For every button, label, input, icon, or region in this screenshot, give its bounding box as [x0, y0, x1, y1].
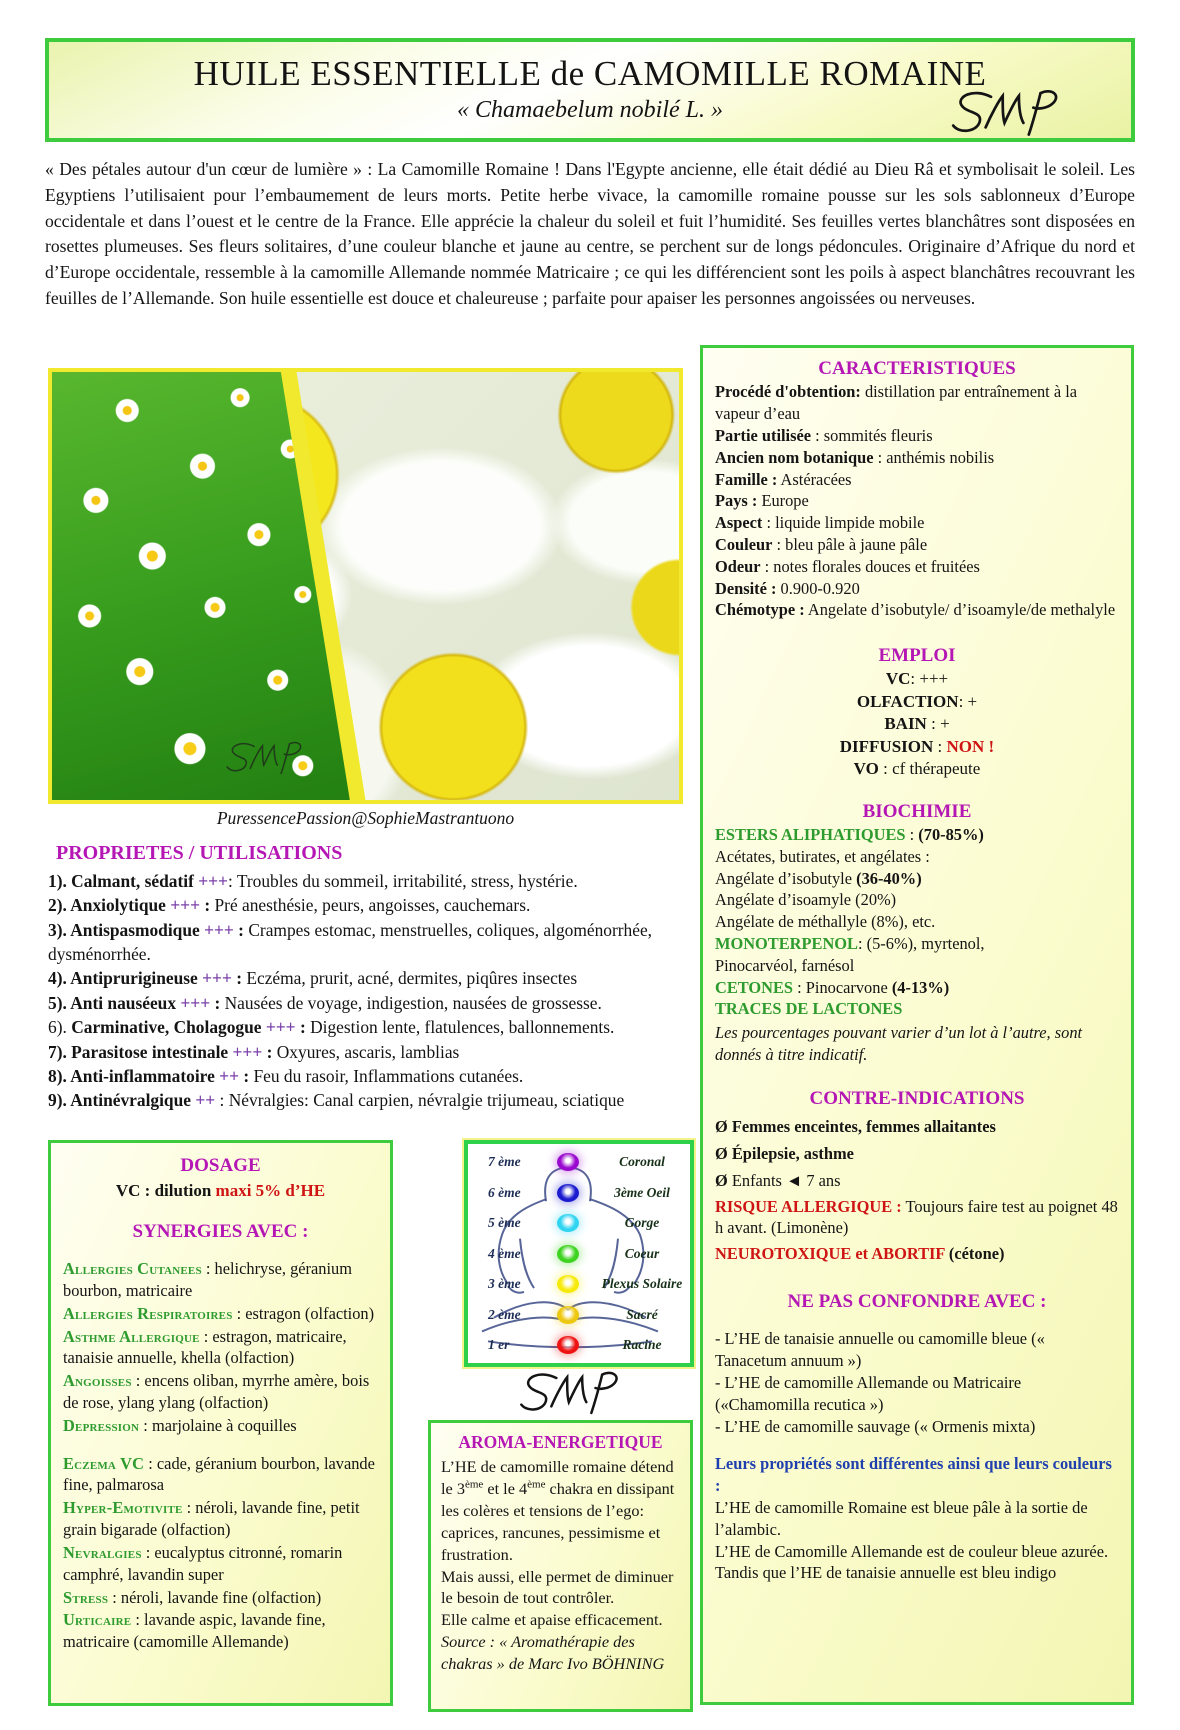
text-segment: ++: [195, 1090, 216, 1111]
properties-list: [48, 869, 698, 1113]
synergy-value: : lavande aspic, lavande fine, matricaire (camomille Allemande): [63, 1610, 326, 1652]
text-segment: 7). Parasitose intestinale: [48, 1041, 233, 1062]
neurotoxique-note: [715, 1243, 1119, 1265]
text-segment: +++: [204, 919, 234, 940]
text-segment: Densité :: [715, 578, 777, 598]
biochimie-line: [715, 846, 1119, 868]
synergies-list: [63, 1258, 378, 1653]
text-segment: NEUROTOXIQUE et ABORTIF: [715, 1244, 945, 1264]
chakra-row: [472, 1153, 686, 1171]
chakra-number: 4 ème: [488, 1245, 521, 1261]
text-segment: NON !: [946, 736, 995, 756]
couleur-line: [715, 1497, 1119, 1541]
emploi-line: [715, 713, 1119, 735]
dosage-box: [48, 1140, 393, 1706]
text-segment: Angélate d’isobutyle: [715, 868, 857, 888]
text-segment: Angélate d’isoamyle (20%): [715, 890, 897, 910]
synergy-item: [63, 1609, 378, 1653]
text-segment: +++: [170, 895, 200, 916]
smp-signature-icon: [945, 86, 1073, 140]
chakra-number: 3 ème: [488, 1276, 521, 1291]
emploi-line: [715, 691, 1119, 713]
text-segment: distillation par entraînement à la vapeur d’eau: [715, 382, 1078, 424]
text-segment: 3). Antispasmodique: [48, 919, 205, 940]
chakra-label: Coeur: [624, 1245, 660, 1261]
text-segment: RISQUE ALLERGIQUE :: [715, 1196, 902, 1216]
intro-paragraph: « Des pétales autour d'un cœur de lumière » : La Camomille Romaine ! Dans l'Egypte ancienne, elle était dédié au Dieu Râ et symbolisait le soleil. Les Egyptiens l’utilisaient pour l’embaumement de leurs morts. Petite herbe vivace, la camomille romaine pousse sur les sols sablonneux d’Europe occidentale et dans l’ouest et le centre de la France. Elle apprécie la chaleur du soleil et fuit l’humidité. Ses feuilles vertes blanchâtres sont disposées en rosettes plumeuses. Ses fleurs solitaires, d’une couleur blanche et jaune au centre, se perchent sur de longs pédoncules. Originaire d’Afrique du nord et d’Europe occidentale, ressemble à la camomille Allemande nommée Matricaire ; ce qui les différencient sont les poils à aspect blanchâtres recouvrant les feuilles de l’Allemande. Son huile essentielle est douce et chaleureuse ; parfaite pour apaiser les personnes angoissées ou nerveuses.: [45, 159, 1135, 308]
caracteristique-line: [715, 599, 1119, 621]
text-segment: 1). Calmant, sédatif: [48, 871, 199, 891]
synergy-value: : estragon (olfaction): [232, 1303, 375, 1323]
text-segment: : Troubles du sommeil, irritabilité, stress, hystérie.: [227, 871, 578, 891]
biochimie-line: [715, 911, 1119, 933]
dosage-vc-line: [63, 1180, 378, 1203]
chakra-dot-icon: [557, 1275, 579, 1293]
text-segment: :: [262, 1041, 277, 1062]
chakra-rows: [468, 1144, 690, 1363]
text-segment: Chémotype :: [715, 600, 805, 620]
text-segment: VO: [853, 759, 879, 779]
text-segment: - L’HE de tanaisie annuelle ou camomille bleue (« Tanacetum annuum »): [715, 1329, 1045, 1371]
text-segment: Ø: [715, 1143, 732, 1163]
caracteristique-line: [715, 425, 1119, 447]
text-segment: Acétates, butirates, et angélates :: [715, 846, 930, 866]
biochimie-line: [715, 933, 1119, 955]
chakra-dot-icon: [557, 1153, 579, 1171]
couleur-line: [715, 1562, 1119, 1584]
text-segment: Nausées de voyage, indigestion, nausées de grossesse.: [224, 992, 602, 1013]
contre-indication-item: [715, 1170, 1119, 1192]
ne-pas-confondre-heading: NE PAS CONFONDRE AVEC :: [787, 1291, 1047, 1312]
chakra-row: [472, 1336, 686, 1354]
text-segment: Odeur: [715, 556, 761, 576]
text-segment: Enfants ◄ 7 ans: [731, 1170, 841, 1190]
synergy-label: Eczema VC: [63, 1453, 145, 1473]
synergy-label: Urticaire: [63, 1610, 132, 1630]
chakra-number: 2 ème: [488, 1306, 521, 1322]
text-segment: OLFACTION: [856, 691, 959, 711]
text-segment: : anthémis nobilis: [873, 447, 995, 467]
chakra-row: [472, 1245, 686, 1263]
aroma-paragraph: [441, 1456, 680, 1565]
caracteristique-line: [715, 381, 1119, 425]
emploi-list: [715, 668, 1119, 780]
emploi-section: [715, 643, 1119, 780]
chakra-label: Coronal: [619, 1154, 665, 1169]
right-column-box: [700, 345, 1134, 1705]
text-segment: L’HE de Camomille Allemande est de couleur bleue azurée.: [715, 1541, 1109, 1561]
caracteristique-line: [715, 447, 1119, 469]
contre-indications-heading: CONTRE-INDICATIONS: [809, 1087, 1025, 1109]
smp-signature-icon: [498, 1368, 648, 1418]
property-item: [48, 1064, 698, 1088]
text-segment: Crampes estomac, menstruelles, coliques, algoménorrhée, dysménorrhée.: [48, 919, 653, 965]
properties-heading: PROPRIETES / UTILISATIONS: [56, 842, 343, 864]
text-segment: : cf thérapeute: [878, 759, 981, 779]
text-segment: Astéracées: [777, 469, 852, 489]
confondre-item: [715, 1372, 1119, 1416]
text-segment: Eczéma, prurit, acné, dermites, piqûres insectes: [246, 968, 578, 989]
emploi-line: [715, 668, 1119, 690]
synergy-value: : néroli, lavande fine, petit grain bigarade (olfaction): [63, 1498, 360, 1540]
text-segment: Digestion lente, flatulences, ballonnements.: [310, 1017, 615, 1038]
caracteristique-line: [715, 469, 1119, 491]
text-segment: 5). Anti nauséeux: [48, 992, 181, 1013]
synergy-value: : encens oliban, myrrhe amère, bois de rose, ylang ylang (olfaction): [63, 1371, 370, 1413]
text-segment: Carminative, Cholagogue: [71, 1017, 266, 1038]
text-segment: Pré anesthésie, peurs, angoisses, cauchemars.: [214, 895, 531, 916]
text-segment: Pays :: [715, 491, 758, 511]
text-segment: +++: [265, 1017, 296, 1038]
aroma-source: Source : « Aromathérapie des chakras » de Marc Ivo BÖHNING: [441, 1632, 665, 1673]
dosage-vc-max: maxi 5% d’HE: [215, 1181, 326, 1201]
biochimie-section: [715, 799, 1119, 1066]
text-segment: (cétone): [944, 1244, 1005, 1264]
text-segment: DIFFUSION: [839, 736, 934, 756]
synergy-item: [63, 1587, 378, 1609]
text-segment: Angélate de méthallyle (8%), etc.: [715, 912, 936, 932]
aroma-superscript: ème: [527, 1478, 546, 1491]
text-segment: Tandis que l’HE de tanaisie annuelle est bleu indigo: [715, 1563, 1057, 1583]
property-item: [48, 869, 698, 893]
chakra-row: [472, 1275, 686, 1293]
caracteristique-line: [715, 534, 1119, 556]
biochimie-line: [715, 889, 1119, 911]
neuro-line: [715, 1243, 1119, 1265]
text-segment: Femmes enceintes, femmes allaitantes: [731, 1117, 996, 1137]
text-segment: 2). Anxiolytique: [48, 895, 171, 916]
biochimie-heading: BIOCHIMIE: [862, 800, 972, 822]
text-segment: ESTERS ALIPHATIQUES: [715, 824, 906, 844]
biochimie-line: [715, 998, 1119, 1020]
text-segment: : Pinocarvone: [793, 977, 892, 997]
synergy-label: Allergies Respiratoires: [63, 1303, 233, 1323]
text-segment: +++: [180, 992, 211, 1013]
text-segment: (36-40%): [856, 868, 922, 888]
chakra-dot-icon: [557, 1336, 579, 1354]
property-item: [48, 1015, 698, 1039]
dosage-heading: DOSAGE: [180, 1155, 261, 1176]
chakra-label: 3ème Oeil: [614, 1184, 670, 1200]
text-segment: VC: [885, 669, 911, 689]
synergy-label: Stress: [63, 1587, 109, 1607]
synergy-item: [63, 1370, 378, 1414]
aroma-energetique-box: [428, 1420, 693, 1712]
synergy-item: [63, 1303, 378, 1325]
contre-indications-section: [715, 1086, 1119, 1265]
couleur-line: [715, 1541, 1119, 1563]
caracteristique-line: [715, 556, 1119, 578]
text-segment: 4). Antiprurigineuse: [48, 968, 203, 989]
synergy-label: Depression: [63, 1415, 140, 1435]
text-segment: 0.900-0.920: [776, 578, 860, 598]
biochimie-line: [715, 824, 1119, 846]
chakra-diagram: [464, 1140, 694, 1367]
biochimie-line: [715, 868, 1119, 890]
text-segment: - L’HE de camomille Allemande ou Matricaire («Chamomilla recutica »): [715, 1372, 1022, 1414]
text-segment: Aspect: [715, 513, 763, 533]
chakra-dot-icon: [557, 1245, 579, 1263]
risque-line: [715, 1196, 1119, 1240]
chakra-row: [472, 1214, 686, 1232]
property-item: [48, 1040, 698, 1064]
photo-caption: PuressencePassion@SophieMastrantuono: [216, 808, 515, 828]
text-segment: Partie utilisée: [715, 425, 812, 445]
text-segment: Procédé d'obtention:: [715, 382, 865, 402]
text-segment: Épilepsie, asthme: [731, 1143, 854, 1163]
contre-indication-item: [715, 1116, 1119, 1138]
text-segment: Couleur: [715, 534, 773, 554]
text-segment: Ø: [715, 1117, 732, 1137]
latin-name-subtitle: « Chamaebelum nobilé L. »: [457, 97, 723, 123]
text-segment: :: [210, 992, 225, 1013]
text-segment: :: [199, 895, 215, 916]
chakra-label: Sacré: [626, 1306, 658, 1322]
synergy-value: : néroli, lavande fine (olfaction): [108, 1587, 322, 1607]
synergy-item: [63, 1453, 378, 1497]
text-segment: Oxyures, ascaris, lamblias: [276, 1041, 460, 1062]
emploi-heading: EMPLOI: [878, 645, 956, 667]
chakra-dot-icon: [557, 1214, 579, 1232]
chakra-number: 1 er: [488, 1337, 510, 1352]
aroma-heading: AROMA-ENERGETIQUE: [458, 1432, 663, 1452]
chakra-number: 5 ème: [488, 1215, 521, 1230]
caracteristiques-list: [715, 381, 1119, 621]
text-segment: Famille :: [715, 469, 778, 489]
text-segment: +++: [202, 968, 232, 989]
couleurs-note-list: [715, 1497, 1119, 1584]
text-segment: :: [238, 1065, 254, 1086]
text-segment: : +: [926, 714, 950, 734]
text-segment: : notes florales douces et fruitées: [760, 556, 980, 576]
chakra-dot-icon: [557, 1306, 579, 1324]
chakra-row: [472, 1306, 686, 1324]
text-segment: :: [231, 968, 247, 989]
text-segment: 8). Anti-inflammatoire: [48, 1065, 220, 1086]
caracteristique-line: [715, 512, 1119, 534]
text-segment: TRACES DE LACTONES: [715, 999, 903, 1019]
text-segment: :: [233, 919, 249, 940]
risque-allergique-note: [715, 1196, 1119, 1240]
text-segment: Angelate d’isobutyle/ d’isoamyle/de methalyle: [804, 600, 1116, 620]
ne-pas-confondre-section: [715, 1289, 1119, 1584]
text-segment: Toujours faire test au poignet 48 h avant. (Limonène): [715, 1196, 1118, 1238]
text-segment: - L’HE de camomille sauvage (« Ormenis mixta): [715, 1416, 1036, 1436]
biochimie-line: [715, 955, 1119, 977]
chakra-label: Racine: [622, 1337, 662, 1352]
text-segment: : (5-6%), myrtenol,: [857, 933, 985, 953]
aroma-text-part: et le 4: [483, 1479, 528, 1499]
chamomile-photo: [48, 368, 683, 804]
synergy-value: : helichryse, géranium bourbon, matricaire: [63, 1259, 352, 1300]
contre-indications-list: [715, 1116, 1119, 1191]
chakra-number: 6 ème: [488, 1184, 521, 1200]
property-item: [48, 966, 698, 990]
chakra-row: [472, 1184, 686, 1202]
caracteristiques-heading: CARACTERISTIQUES: [818, 358, 1016, 379]
text-segment: Pinocarvéol, farnésol: [715, 955, 855, 975]
synergy-label: Asthme Allergique: [63, 1326, 200, 1346]
caracteristique-line: [715, 490, 1119, 512]
ne-pas-confondre-list: [715, 1328, 1119, 1437]
text-segment: ++: [219, 1065, 239, 1086]
property-item: [48, 1088, 698, 1112]
text-segment: :: [933, 736, 947, 756]
text-segment: CETONES: [715, 977, 794, 997]
caracteristique-line: [715, 578, 1119, 600]
dosage-vc-label: VC : dilution: [115, 1181, 216, 1201]
biochimie-line: [715, 977, 1119, 999]
synergy-item: [63, 1542, 378, 1586]
text-segment: Europe: [757, 491, 809, 511]
text-segment: 6).: [48, 1017, 72, 1038]
synergy-label: Hyper-Emotivite: [63, 1498, 183, 1518]
text-segment: +++: [198, 871, 228, 891]
text-segment: :: [905, 824, 919, 844]
chakra-label: Gorge: [624, 1215, 660, 1230]
aroma-text-part: chakra en dissipant les colères et tensions de l’ego: caprices, rancunes, pessimisme et frustration.: [441, 1479, 675, 1564]
biochimie-note: Les pourcentages pouvant varier d’un lot à l’autre, sont donnés à titre indicatif.: [715, 1023, 1083, 1065]
text-segment: :: [295, 1017, 311, 1038]
biochimie-list: [715, 824, 1119, 1020]
text-segment: MONOTERPENOL: [715, 933, 858, 953]
chakra-label: Plexus Solaire: [601, 1276, 683, 1291]
confondre-item: [715, 1416, 1119, 1438]
text-segment: 9). Antinévralgique: [48, 1090, 196, 1111]
aroma-paragraph-3: Elle calme et apaise efficacement.: [441, 1610, 663, 1630]
synergies-heading: SYNERGIES AVEC :: [132, 1220, 309, 1242]
text-segment: (4-13%): [891, 977, 950, 997]
synergy-item: [63, 1258, 378, 1302]
text-segment: BAIN: [884, 714, 927, 734]
chakra-number: 7 ème: [488, 1154, 521, 1169]
synergy-value: : marjolaine à coquilles: [139, 1415, 297, 1435]
text-segment: : +: [958, 691, 978, 711]
contre-indication-item: [715, 1143, 1119, 1165]
text-segment: : liquide limpide mobile: [762, 513, 925, 533]
property-item: [48, 991, 698, 1015]
smp-watermark-icon: [222, 738, 312, 778]
property-item: [48, 918, 698, 967]
synergy-value: : cade, géranium bourbon, lavande fine, palmarosa: [63, 1453, 375, 1495]
synergy-item: [63, 1497, 378, 1541]
text-segment: : sommités fleuris: [811, 425, 933, 445]
title-box: [45, 38, 1135, 142]
synergy-value: : eucalyptus citronné, romarin camphré, lavandin super: [63, 1542, 343, 1584]
text-segment: L’HE de camomille Romaine est bleue pâle à la sortie de l’alambic.: [715, 1497, 1088, 1539]
aroma-superscript: ème: [464, 1478, 484, 1491]
synergy-item: [63, 1326, 378, 1370]
aroma-text-part: L’HE de camomille romaine détend le 3: [441, 1457, 674, 1499]
text-segment: +++: [232, 1041, 263, 1062]
aroma-paragraph-2: Mais aussi, elle permet de diminuer le besoin de tout contrôler.: [441, 1566, 674, 1608]
synergy-label: Allergies Cutanees: [63, 1259, 202, 1279]
text-segment: Ø: [715, 1170, 732, 1190]
confondre-item: [715, 1328, 1119, 1372]
text-segment: : Névralgies: Canal carpien, névralgie trijumeau, sciatique: [215, 1090, 625, 1111]
chakra-dot-icon: [557, 1184, 579, 1202]
emploi-line: [715, 758, 1119, 780]
properties-section: [48, 842, 698, 1113]
text-segment: (70-85%): [918, 824, 984, 844]
text-segment: Ancien nom botanique: [715, 447, 874, 467]
couleurs-note-heading: Leurs propriétés sont différentes ainsi que leurs couleurs :: [715, 1454, 1112, 1496]
synergy-label: Angoisses: [63, 1371, 132, 1391]
text-segment: : +++: [910, 669, 949, 689]
property-item: [48, 893, 698, 917]
page-title: HUILE ESSENTIELLE de CAMOMILLE ROMAINE: [193, 54, 987, 93]
text-segment: : bleu pâle à jaune pâle: [772, 534, 928, 554]
synergy-value: : estragon, matricaire, tanaisie annuelle, khella (olfaction): [63, 1326, 347, 1368]
synergy-label: Nevralgies: [63, 1542, 142, 1562]
emploi-line: [715, 736, 1119, 758]
synergy-item: [63, 1415, 378, 1437]
text-segment: Feu du rasoir, Inflammations cutanées.: [253, 1065, 524, 1086]
